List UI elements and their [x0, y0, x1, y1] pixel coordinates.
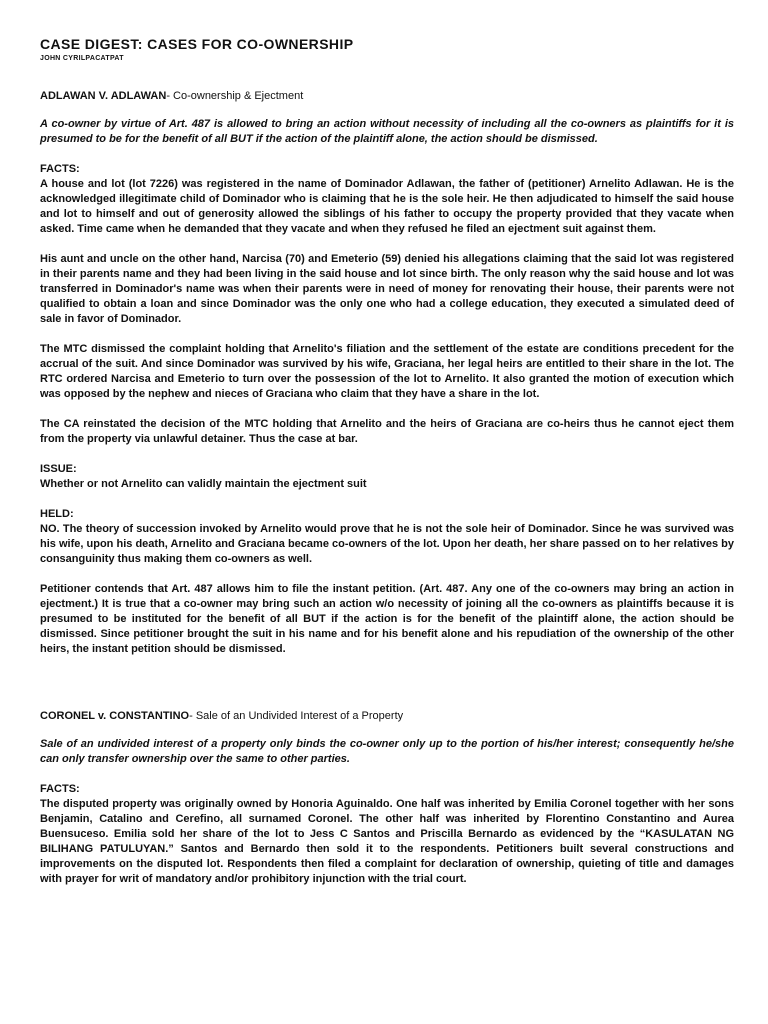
case-1-facts-label: FACTS: — [40, 163, 80, 175]
case-2-subtitle: - Sale of an Undivided Interest of a Property — [189, 710, 404, 722]
case-1-issue: Whether or not Arnelito can validly maintain the ejectment suit — [40, 478, 367, 490]
case-1-heading — [40, 89, 734, 103]
document-page — [40, 36, 734, 887]
case-1-held-label: HELD: — [40, 508, 74, 520]
author-name: JOHN CYRILPACATPAT — [40, 55, 124, 62]
case-2-heading — [40, 709, 734, 723]
case-1-facts-paragraph: The CA reinstated the decision of the MTC holding that Arnelito and the heirs of Graciana are co-heirs thus he cannot eject them from the property via unlawful detainer. Thus the case at bar. — [40, 418, 734, 445]
document-title: CASE DIGEST: CASES FOR CO-OWNERSHIP — [40, 36, 354, 52]
case-1-held-paragraph: NO. The theory of succession invoked by Arnelito would prove that he is not the sole heir of Dominador. Since he was survived was his wife, upon his death, Arnelito and Graciana became co-owners of the lot. Upon her death, her share passed on to her relatives by consanguinity thus making them co-owners as well. — [40, 523, 734, 565]
case-1-issue-label: ISSUE: — [40, 463, 77, 475]
case-1-facts-paragraph: A house and lot (lot 7226) was registered in the name of Dominador Adlawan, the father of (petitioner) Arnelito Adlawan. He is the acknowledged illegitimate child of Dominador who is claiming that he is the sole heir. He then adjudicated to himself the said house and lot to himself and out of generosity allowed the siblings of his father to occupy the property provided that they vacate when asked. Time came when he demanded that they vacate and when they refused he filed an ejectment suit against them. — [40, 178, 734, 235]
case-2-facts-paragraph: The disputed property was originally owned by Honoria Aguinaldo. One half was inherited by Emilia Coronel together with her sons Benjamin, Catalino and Cerefino, all surnamed Coronel. The other half was inherited by Florentino Constantino and Aurea Buensuceso. Emilia sold her share of the lot to Jess C Santos and Priscilla Bernardo as evidenced by the “KASULATAN NG BILIHANG PATULUYAN.” Santos and Bernardo then sold it to the respondents. Petitioners built several constructions and improvements on the disputed lot. Respondents then filed a complaint for declaration of ownership, quieting of title and damages with prayer for writ of mandatory and/or prohibitory injunction with the trial court. — [40, 798, 734, 885]
case-2-doctrine: Sale of an undivided interest of a property only binds the co-owner only up to the portion of his/her interest; consequently he/she can only transfer ownership over the same to other parties. — [40, 738, 734, 765]
case-2-title: CORONEL v. CONSTANTINO — [40, 710, 190, 722]
case-1-facts-paragraph: The MTC dismissed the complaint holding that Arnelito's filiation and the settlement of the estate are conditions precedent for the accrual of the suit. And since Dominador was survived by his wife, Graciana, her legal heirs are entitled to their share in the lot. The RTC ordered Narcisa and Emeterio to turn over the possession of the lot to Arnelito. It also granted the motion of execution which was opposed by the nephew and nieces of Graciana who claim that they have a share in the lot. — [40, 343, 734, 400]
case-2-facts-label: FACTS: — [40, 783, 80, 795]
case-1-subtitle: - Co-ownership & Ejectment — [166, 90, 304, 102]
case-1-doctrine: A co-owner by virtue of Art. 487 is allowed to bring an action without necessity of including all the co-owners as plaintiffs for it is presumed to be for the benefit of all BUT if the action of the plaintiff alone, the action should be dismissed. — [40, 118, 734, 145]
case-1-title: ADLAWAN V. ADLAWAN — [40, 90, 167, 102]
case-1-facts-paragraph: His aunt and uncle on the other hand, Narcisa (70) and Emeterio (59) denied his allegations claiming that the said lot was registered in their parents name and they had been living in the said house and lot since birth. The only reason why the said house and lot was transferred in Dominador's name was when their parents were in need of money for renovating their house, their parents were not qualified to obtain a loan and since Dominador was the only one who had a college education, they executed a simulated deed of sale in favor of Dominador. — [40, 253, 734, 325]
case-1-held-paragraph: Petitioner contends that Art. 487 allows him to file the instant petition. (Art. 487. Any one of the co-owners may bring an action in ejectment.) It is true that a co-owner may bring such an action w/o necessity of joining all the co-owners as plaintiffs because it is presumed to be instituted for the benefit of all BUT if the action is for the benefit of the plaintiff alone, the action should be dismissed. Since petitioner brought the suit in his name and for his benefit alone and his repudiation of the ownership of the other heirs, the instant petition should be dismissed. — [40, 583, 734, 655]
